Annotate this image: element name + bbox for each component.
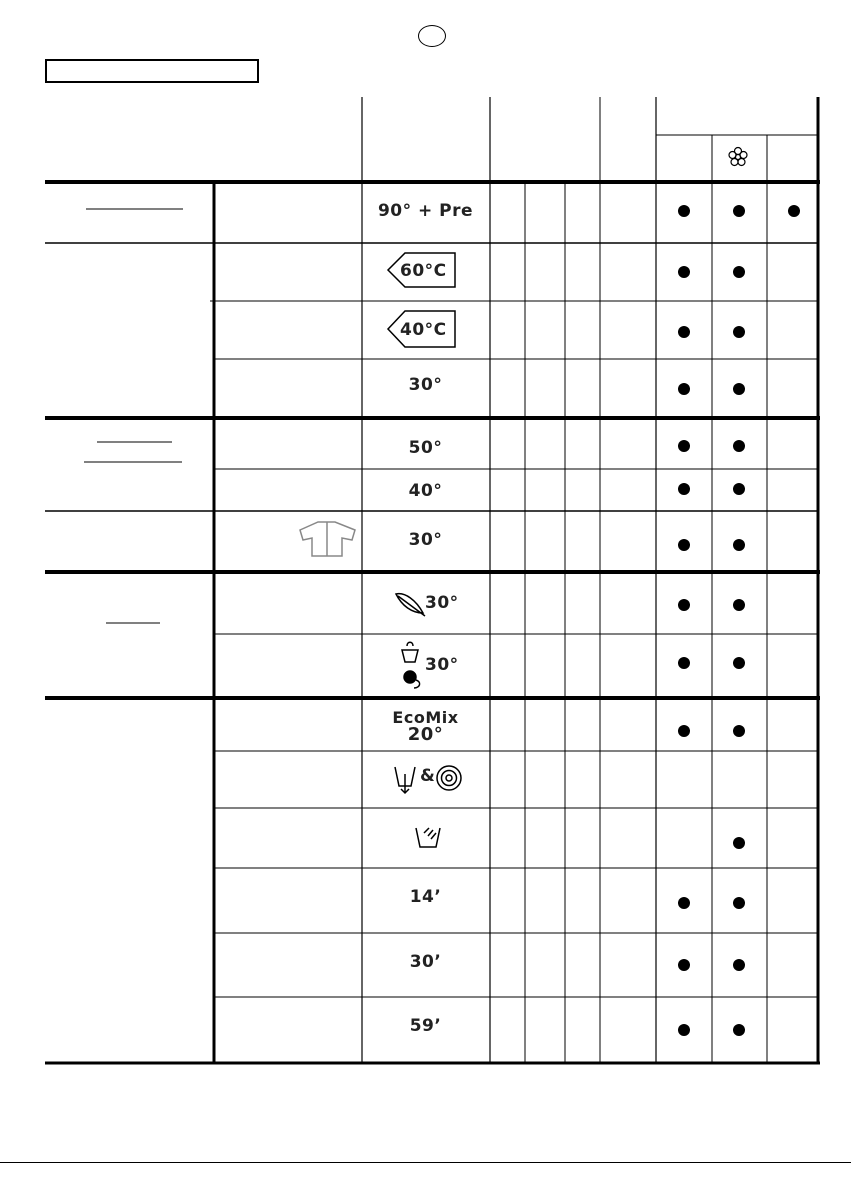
feather-icon (396, 594, 425, 616)
rinse-icon (416, 828, 440, 847)
compartment-dot (678, 725, 690, 737)
program-label: 30’ (409, 952, 442, 972)
compartment-dot (678, 539, 690, 551)
handwash-wool-icon (402, 642, 420, 688)
compartment-dot (678, 1024, 690, 1036)
program-label: & (420, 766, 436, 786)
compartment-dot (733, 383, 745, 395)
program-label: 59’ (409, 1016, 442, 1036)
compartment-dot (678, 959, 690, 971)
compartment-dot (733, 266, 745, 278)
compartment-dot (678, 599, 690, 611)
program-label: 50° (408, 438, 443, 458)
program-label: 30° (425, 655, 459, 675)
program-label: 90° + Pre (377, 201, 474, 221)
page-bottom-rule (0, 1162, 851, 1163)
program-label: 30° (408, 530, 443, 550)
program-label-secondary: 20° (407, 724, 444, 745)
compartment-dot (678, 205, 690, 217)
compartment-dot (733, 440, 745, 452)
program-label: 60°C (400, 261, 447, 281)
program-label: 14’ (409, 887, 442, 907)
compartment-dot (733, 326, 745, 338)
compartment-dot (733, 539, 745, 551)
program-label: EcoMix (392, 708, 459, 727)
compartment-dot (733, 959, 745, 971)
compartment-dot (678, 897, 690, 909)
compartment-dot (678, 326, 690, 338)
compartment-dot (678, 383, 690, 395)
program-label: 30° (408, 375, 443, 395)
compartment-dot (733, 205, 745, 217)
compartment-dot (733, 483, 745, 495)
program-label: 40°C (400, 320, 447, 340)
program-label: 40° (408, 481, 443, 501)
compartment-dot (678, 483, 690, 495)
compartment-dot (678, 266, 690, 278)
compartment-dot (788, 205, 800, 217)
compartment-dot (733, 837, 745, 849)
flower-icon (729, 148, 747, 166)
program-label: 30° (425, 593, 459, 613)
compartment-dot (733, 897, 745, 909)
shirt-icon (300, 522, 355, 556)
compartment-dot (678, 440, 690, 452)
compartment-dot (733, 725, 745, 737)
compartment-dot (733, 1024, 745, 1036)
compartment-dot (733, 657, 745, 669)
compartment-dot (733, 599, 745, 611)
compartment-dot (678, 657, 690, 669)
